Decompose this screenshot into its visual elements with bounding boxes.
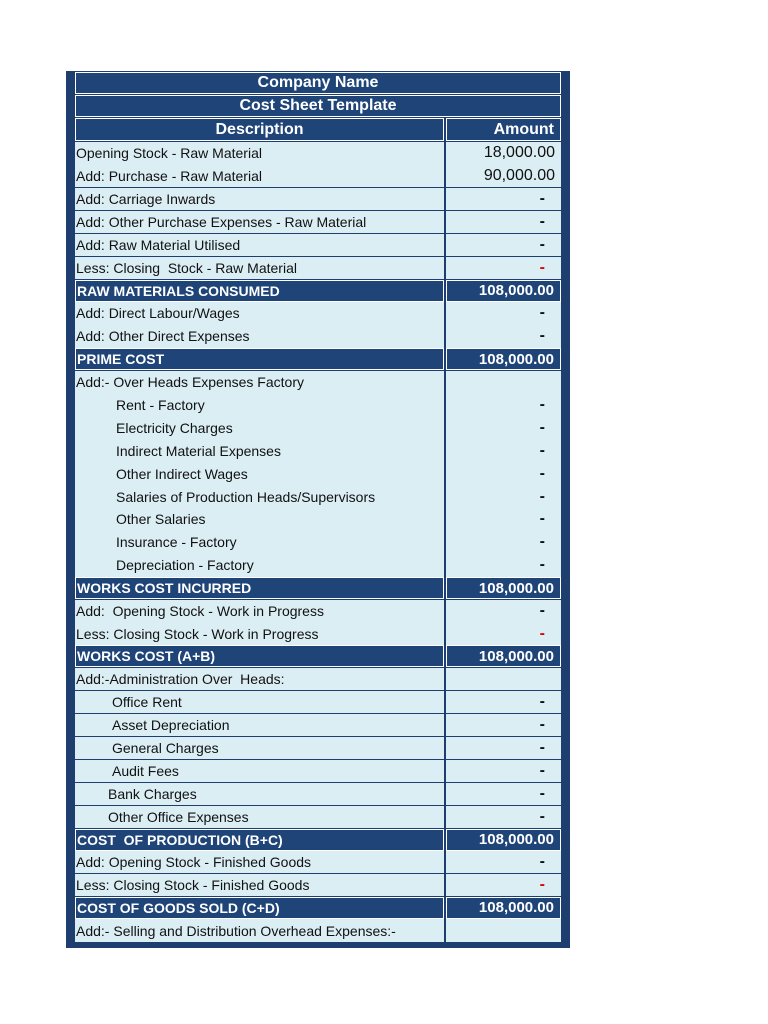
line-item-row	[75, 485, 561, 508]
description-cell	[75, 829, 444, 851]
line-item-row	[75, 760, 561, 783]
line-label: Audit Fees	[112, 762, 179, 779]
amount-cell	[446, 645, 561, 667]
subtotal-row-works-cost-a-b	[75, 645, 561, 667]
line-label: Less: Closing Stock - Finished Goods	[76, 877, 310, 894]
line-item-row	[75, 714, 561, 737]
amount-value: -	[539, 304, 545, 322]
line-label: Opening Stock - Raw Material	[76, 145, 262, 162]
amount-cell	[446, 280, 561, 302]
description-cell	[75, 806, 444, 829]
line-item-row	[75, 600, 561, 623]
amount-value: 108,000.00	[478, 899, 554, 917]
description-cell	[75, 234, 444, 257]
description-cell	[75, 142, 444, 165]
description-cell	[75, 416, 444, 439]
subtotal-row-raw-materials-consumed	[75, 280, 561, 302]
amount-value: 108,000.00	[478, 282, 554, 300]
line-item-row	[75, 668, 561, 691]
amount-value: -	[539, 807, 545, 825]
amount-cell	[446, 234, 561, 257]
subtotal-row-prime-cost	[75, 348, 561, 370]
amount-cell	[446, 257, 561, 280]
subtotal-row-works-cost-incurred	[75, 577, 561, 599]
amount-value: 108,000.00	[478, 831, 554, 848]
line-item-row	[75, 508, 561, 531]
line-label: Other Office Expenses	[108, 808, 249, 825]
description-cell	[75, 325, 444, 348]
amount-value: -	[539, 738, 545, 756]
amount-value: -	[539, 761, 545, 779]
amount-cell	[446, 806, 561, 829]
line-label: Bank Charges	[108, 785, 197, 802]
amount-cell	[446, 691, 561, 714]
amount-cell	[446, 485, 561, 508]
line-label: Add: Other Direct Expenses	[76, 328, 250, 345]
description-cell	[75, 851, 444, 874]
amount-value: -	[539, 716, 545, 733]
cost-sheet-frame	[66, 71, 570, 948]
description-cell	[75, 508, 444, 531]
line-label: Insurance - Factory	[116, 534, 237, 551]
subtotal-row-cost-of-goods-sold-c-d	[75, 897, 561, 919]
line-label: General Charges	[112, 739, 219, 756]
amount-cell	[446, 462, 561, 485]
amount-cell	[446, 393, 561, 416]
description-cell	[75, 714, 444, 737]
amount-cell	[446, 371, 561, 394]
line-label: Rent - Factory	[116, 396, 205, 413]
line-item-row	[75, 622, 561, 645]
description-cell	[75, 165, 444, 188]
amount-value: -	[539, 441, 545, 459]
company-name-header	[75, 72, 561, 94]
line-label: Less: Closing Stock - Raw Material	[76, 260, 297, 276]
line-item-row	[75, 691, 561, 714]
amount-value: -	[539, 601, 545, 619]
amount-cell	[446, 142, 561, 165]
line-label: Other Salaries	[116, 511, 206, 528]
column-header-row	[75, 118, 561, 141]
line-item-row	[75, 531, 561, 554]
line-item-row	[75, 165, 561, 188]
amount-value: 108,000.00	[478, 579, 554, 597]
amount-cell	[446, 348, 561, 370]
line-label: Add: Other Purchase Expenses - Raw Material	[76, 214, 367, 231]
line-item-row	[75, 302, 561, 325]
line-label: Depreciation - Factory	[116, 557, 254, 574]
amount-cell	[446, 211, 561, 234]
description-cell	[75, 874, 444, 897]
description-cell	[75, 783, 444, 806]
line-label: Electricity Charges	[116, 419, 233, 436]
line-label: Indirect Material Expenses	[116, 442, 281, 459]
description-cell	[75, 393, 444, 416]
amount-value: -	[539, 236, 545, 254]
line-label: Add: Purchase - Raw Material	[76, 168, 262, 185]
line-label: COST OF GOODS SOLD (C+D)	[77, 899, 280, 916]
amount-cell	[446, 851, 561, 874]
description-cell	[75, 622, 444, 645]
description-cell	[75, 645, 444, 667]
amount-cell	[446, 302, 561, 325]
description-cell	[75, 760, 444, 783]
line-label: Less: Closing Stock - Work in Progress	[76, 625, 319, 642]
amount-value: -	[539, 213, 545, 231]
line-item-row	[75, 806, 561, 829]
amount-value: -	[539, 190, 545, 208]
amount-value: -	[539, 510, 545, 528]
description-cell	[75, 691, 444, 714]
line-label: Add: Opening Stock - Finished Goods	[76, 854, 312, 871]
line-item-row	[75, 439, 561, 462]
amount-value: -	[539, 464, 545, 482]
amount-value: -	[539, 259, 545, 276]
description-cell	[75, 668, 444, 691]
amount-cell	[446, 188, 561, 211]
line-item-row	[75, 416, 561, 439]
amount-cell	[446, 508, 561, 531]
amount-cell	[446, 737, 561, 760]
amount-cell	[446, 439, 561, 462]
line-label: RAW MATERIALS CONSUMED	[77, 282, 280, 299]
line-label: Other Indirect Wages	[116, 465, 248, 482]
line-item-row	[75, 554, 561, 577]
line-item-row	[75, 851, 561, 874]
line-label: COST OF PRODUCTION (B+C)	[77, 831, 283, 848]
amount-cell	[446, 668, 561, 691]
amount-value: -	[539, 418, 545, 436]
line-item-row	[75, 371, 561, 394]
line-item-row	[75, 142, 561, 165]
amount-column-header	[446, 118, 561, 141]
amount-value: -	[539, 327, 545, 345]
description-column-header	[75, 118, 444, 141]
line-item-row	[75, 783, 561, 806]
amount-value: 90,000.00	[483, 167, 555, 185]
line-item-row	[75, 257, 561, 280]
description-cell	[75, 919, 444, 942]
line-label: Asset Depreciation	[112, 717, 230, 733]
line-label: Add:- Selling and Distribution Overhead Expenses:-	[76, 922, 396, 939]
line-label: PRIME COST	[77, 351, 165, 368]
line-item-row	[75, 737, 561, 760]
line-item-row	[75, 188, 561, 211]
line-label: Add: Opening Stock - Work in Progress	[76, 602, 324, 619]
amount-cell	[446, 416, 561, 439]
amount-cell	[446, 577, 561, 599]
amount-cell	[446, 829, 561, 851]
line-label: Add:- Over Heads Expenses Factory	[76, 373, 304, 390]
amount-cell	[446, 783, 561, 806]
description-cell	[75, 348, 444, 370]
line-label: Add: Carriage Inwards	[76, 191, 216, 208]
line-label: Add: Direct Labour/Wages	[76, 305, 240, 322]
amount-value: -	[539, 487, 545, 505]
line-item-row	[75, 874, 561, 897]
amount-value: 108,000.00	[478, 350, 554, 368]
line-item-row	[75, 325, 561, 348]
line-label: Add: Raw Material Utilised	[76, 237, 241, 254]
description-cell	[75, 600, 444, 623]
amount-value: 18,000.00	[483, 144, 555, 162]
amount-cell	[446, 919, 561, 942]
amount-cell	[446, 554, 561, 577]
amount-cell	[446, 531, 561, 554]
line-label: Salaries of Production Heads/Supervisors	[116, 488, 376, 505]
description-cell	[75, 531, 444, 554]
line-item-row	[75, 393, 561, 416]
description-cell	[75, 462, 444, 485]
description-cell	[75, 257, 444, 280]
description-cell	[75, 302, 444, 325]
description-cell	[75, 737, 444, 760]
company-name: Company Name	[257, 74, 379, 91]
amount-cell	[446, 600, 561, 623]
amount-value: -	[539, 624, 545, 642]
amount-value: -	[539, 853, 545, 871]
description-header-label: Description	[215, 120, 304, 138]
amount-value: -	[539, 876, 545, 894]
description-cell	[75, 439, 444, 462]
amount-value: -	[539, 784, 545, 802]
description-cell	[75, 211, 444, 234]
amount-cell	[446, 325, 561, 348]
subtotal-row-cost-of-production-b-c	[75, 829, 561, 851]
description-cell	[75, 897, 444, 919]
amount-cell	[446, 714, 561, 737]
line-item-row	[75, 234, 561, 257]
amount-value: -	[539, 533, 545, 551]
amount-header-label: Amount	[493, 120, 554, 138]
line-item-row	[75, 211, 561, 234]
amount-cell	[446, 165, 561, 188]
description-cell	[75, 188, 444, 211]
amount-value: -	[539, 395, 545, 413]
template-title: Cost Sheet Template	[239, 97, 397, 114]
line-label: WORKS COST INCURRED	[77, 580, 252, 597]
line-label: Office Rent	[112, 694, 182, 711]
description-cell	[75, 554, 444, 577]
amount-cell	[446, 874, 561, 897]
description-cell	[75, 371, 444, 394]
amount-cell	[446, 760, 561, 783]
description-cell	[75, 485, 444, 508]
line-item-row	[75, 919, 561, 942]
amount-cell	[446, 622, 561, 645]
description-cell	[75, 280, 444, 302]
amount-value: 108,000.00	[478, 647, 554, 665]
amount-cell	[446, 897, 561, 919]
line-item-row	[75, 462, 561, 485]
amount-value: -	[539, 556, 545, 574]
description-cell	[75, 577, 444, 599]
line-label: WORKS COST (A+B)	[77, 648, 216, 665]
template-title-header	[75, 95, 561, 117]
line-label: Add:-Administration Over Heads:	[76, 671, 285, 688]
amount-value: -	[539, 693, 545, 711]
